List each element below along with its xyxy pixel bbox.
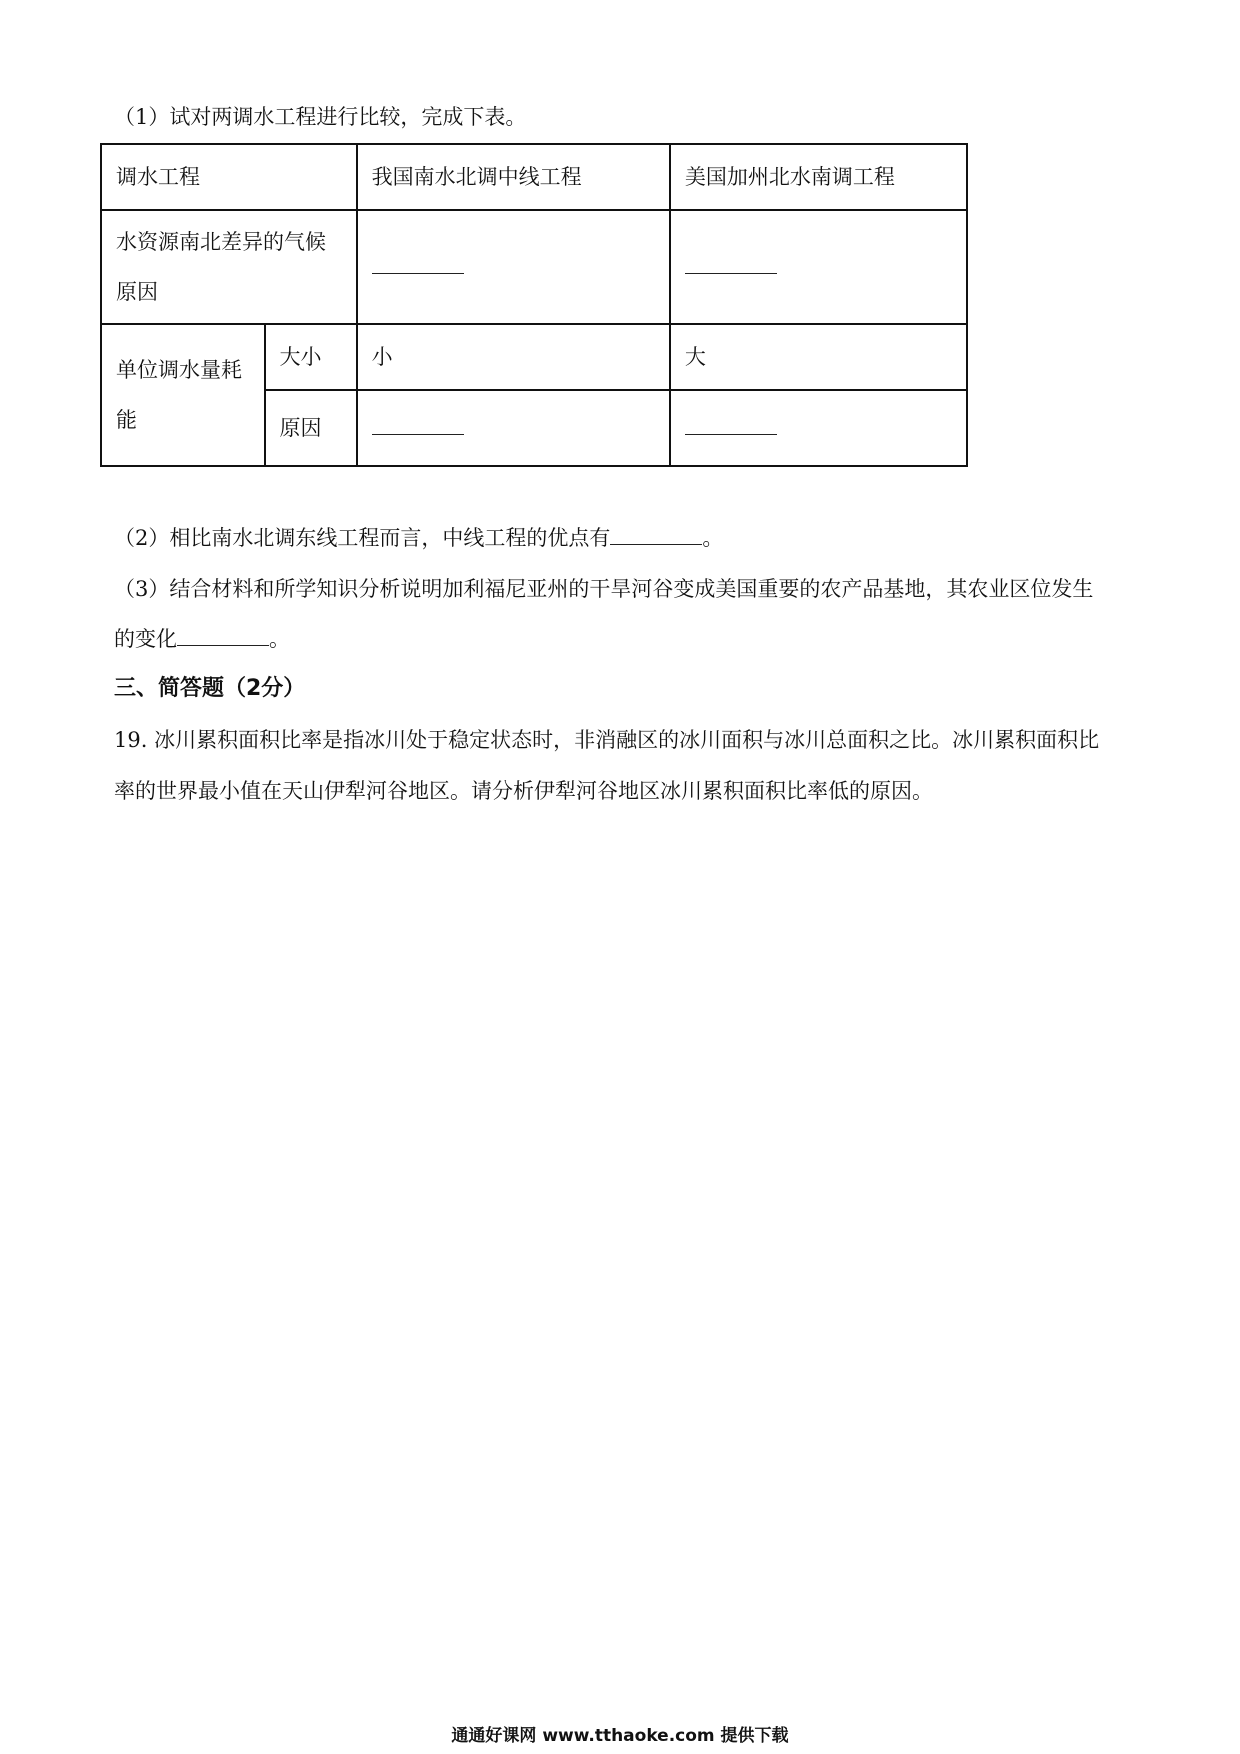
question-2-blank[interactable]	[610, 524, 702, 545]
question-3-end: 。	[269, 627, 290, 651]
question-2-end: 。	[702, 526, 724, 550]
question-19-line-2: 率的世界最小值在天山伊犁河谷地区。请分析伊犁河谷地区冰川累积面积比率低的原因。	[114, 779, 933, 803]
climate-reason-china-cell	[357, 210, 670, 324]
page-footer: 通通好课网 www.tthaoke.com 提供下载	[451, 1726, 789, 1746]
question-19-line-1: 19. 冰川累积面积比率是指冰川处于稳定状态时，非消融区的冰川面积与冰川总面积之比。冰川累积面积比	[114, 728, 1100, 752]
question-3-text: 的变化	[114, 627, 177, 651]
energy-reason-china-blank[interactable]	[372, 412, 464, 435]
energy-reason-usa-blank[interactable]	[685, 412, 777, 435]
question-3-line-1: （3）结合材料和所学知识分析说明加利福尼亚州的干旱河谷变成美国重要的农产品基地，其农业区位发生	[114, 577, 1094, 601]
comparison-table	[100, 143, 968, 467]
energy-size-china: 小	[357, 324, 670, 390]
table-header-row	[101, 144, 967, 210]
climate-reason-label: 水资源南北差异的气候原因	[101, 210, 357, 324]
energy-reason-usa-cell	[670, 390, 967, 466]
table-row-climate	[101, 210, 967, 324]
question-3-blank[interactable]	[177, 625, 269, 646]
energy-label: 单位调水量耗能	[101, 324, 265, 466]
table-row-energy-size	[101, 324, 967, 390]
header-project: 调水工程	[101, 144, 357, 210]
question-2-text: （2）相比南水北调东线工程而言，中线工程的优点有	[114, 526, 611, 550]
climate-reason-usa-cell	[670, 210, 967, 324]
energy-reason-china-cell	[357, 390, 670, 466]
energy-size-label: 大小	[265, 324, 357, 390]
energy-reason-label: 原因	[265, 390, 357, 466]
section-3-heading: 三、简答题（2分）	[114, 676, 306, 701]
question-1-intro: （1）试对两调水工程进行比较，完成下表。	[114, 105, 527, 129]
header-china-project: 我国南水北调中线工程	[357, 144, 670, 210]
question-2	[114, 524, 723, 552]
climate-reason-usa-blank[interactable]	[685, 251, 777, 274]
header-usa-project: 美国加州北水南调工程	[670, 144, 967, 210]
energy-size-usa: 大	[670, 324, 967, 390]
climate-reason-china-blank[interactable]	[372, 251, 464, 274]
question-3-line-2	[114, 625, 290, 653]
